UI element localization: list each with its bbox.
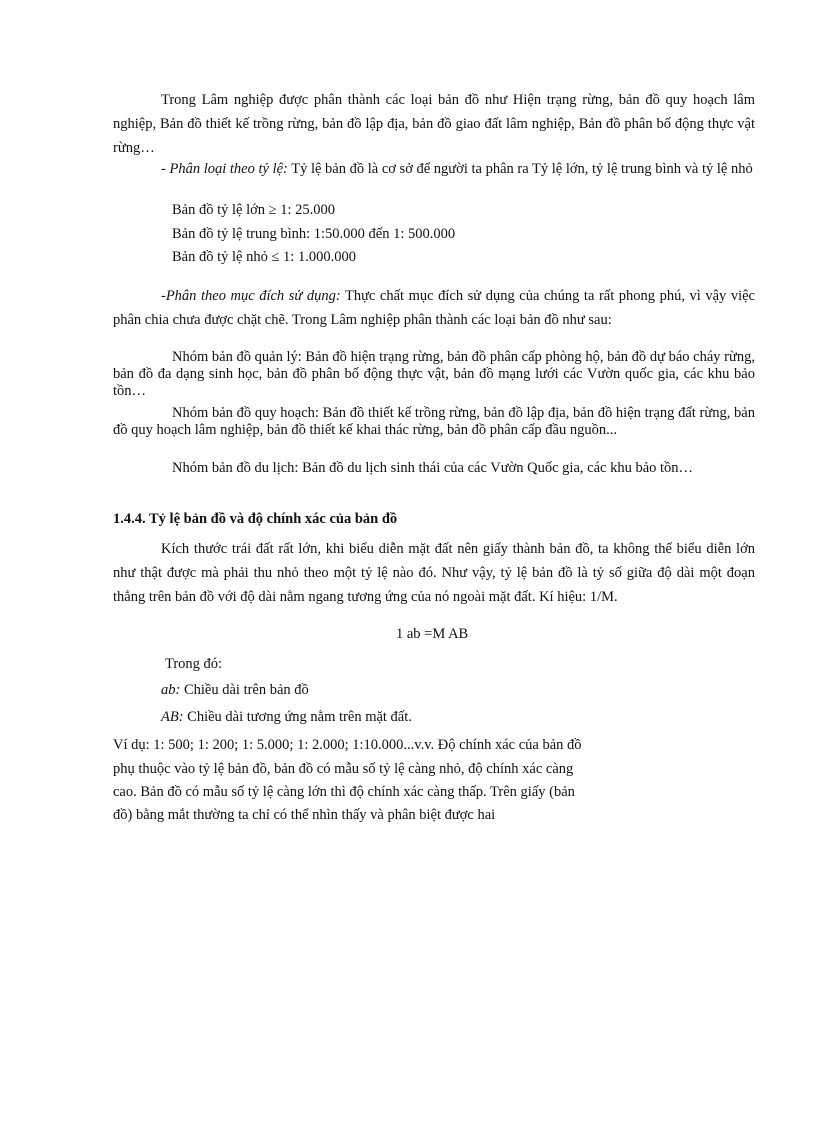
scale-prefix: - <box>161 161 170 177</box>
intro-paragraph: Trong Lâm nghiệp được phân thành các loại bản đồ như Hiện trạng rừng, bản đồ quy hoạch lâm nghiệp, Bản đồ thiết kế trồng rừng, bản đồ lập địa, bản đồ giao đất lâm nghiệp, Bản đồ phân bố động thực vật rừng… <box>113 92 755 156</box>
accuracy-line-4: đồ) bằng mắt thường ta chỉ có thể nhìn thấy và phân biệt được hai <box>113 807 496 823</box>
scale-text: Tỷ lệ bản đồ là cơ sở để người ta phân ra Tỷ lệ lớn, tỷ lệ trung bình và tỷ lệ nhỏ <box>287 161 753 177</box>
group-tourism-paragraph: Nhóm bản đồ du lịch: Bản đồ du lịch sinh thái của các Vườn Quốc gia, các khu bảo tồn… <box>172 460 694 476</box>
purpose-text: Thực chất mục đích sử dụng của chúng ta rất phong phú, vì vậy việc phân chia chưa được chặt chẽ. Trong Lâm nghiệp phân thành các loại bản đồ như sau: <box>113 288 755 328</box>
scale-definition-paragraph: Kích thước trái đất rất lớn, khi biểu diễn mặt đất nên giấy thành bản đồ, ta không thể biểu diễn lớn như thật được mà phải thu nhỏ theo một tỷ lệ nào đó. Như vậy, tỷ lệ bản đồ là tỷ số giữa độ dài một đoạn thẳng trên bản đồ với độ dài nằm ngang tương ứng của nó ngoài mặt đất. Kí hiệu: 1/M. <box>113 541 755 605</box>
definition-ab-term: ab: <box>161 682 181 698</box>
scale-label: Phân loại theo tỷ lệ: <box>169 161 288 177</box>
definition-ab-desc: Chiều dài trên bản đồ <box>180 682 309 698</box>
accuracy-line-2: phụ thuộc vào tỷ lệ bản đồ, bản đồ có mẫu số tỷ lệ càng nhỏ, độ chính xác càng <box>113 761 574 777</box>
definition-ab <box>161 682 309 699</box>
definition-AB-term: AB: <box>161 709 184 725</box>
scale-item-small: Bản đồ tỷ lệ nhỏ ≤ 1: 1.000.000 <box>172 249 356 265</box>
definition-AB-desc: Chiều dài tương ứng nằm trên mặt đất. <box>183 709 412 725</box>
scale-classification-paragraph <box>113 157 755 181</box>
purpose-label: -Phân theo mục đích sử dụng: <box>161 288 341 304</box>
accuracy-line-3: cao. Bản đồ có mẫu số tỷ lệ càng lớn thì độ chính xác càng thấp. Trên giấy (bản <box>113 784 575 800</box>
accuracy-line-1: Ví dụ: 1: 500; 1: 200; 1: 5.000; 1: 2.000; 1:10.000...v.v. Độ chính xác của bản đồ <box>113 737 582 753</box>
where-label: Trong đó: <box>165 656 223 672</box>
group-management-paragraph: Nhóm bản đồ quản lý: Bản đồ hiện trạng rừng, bản đồ phân cấp phòng hộ, bản đồ dự báo cháy rừng, bản đồ đa dạng sinh học, bản đồ phân bố động thực vật, bản đồ mạng lưới các Vườn quốc gia, các khu bảo tồn… <box>113 349 755 399</box>
section-heading: 1.4.4. Tỷ lệ bản đồ và độ chính xác của bản đồ <box>113 511 398 527</box>
definition-AB <box>161 709 412 726</box>
group-planning-paragraph: Nhóm bản đồ quy hoạch: Bản đồ thiết kế trồng rừng, bản đồ lập địa, bản đồ hiện trạng đất rừng, bản đồ quy hoạch lâm nghiệp, bản đồ thiết kế khai thác rừng, bản đồ phân cấp đầu nguồn... <box>113 405 755 438</box>
scale-formula: 1 ab =M AB <box>396 626 469 642</box>
purpose-classification-paragraph <box>113 284 755 332</box>
scale-item-large: Bản đồ tỷ lệ lớn ≥ 1: 25.000 <box>172 202 336 218</box>
scale-item-medium: Bản đồ tỷ lệ trung bình: 1:50.000 đến 1: 500.000 <box>172 226 456 242</box>
